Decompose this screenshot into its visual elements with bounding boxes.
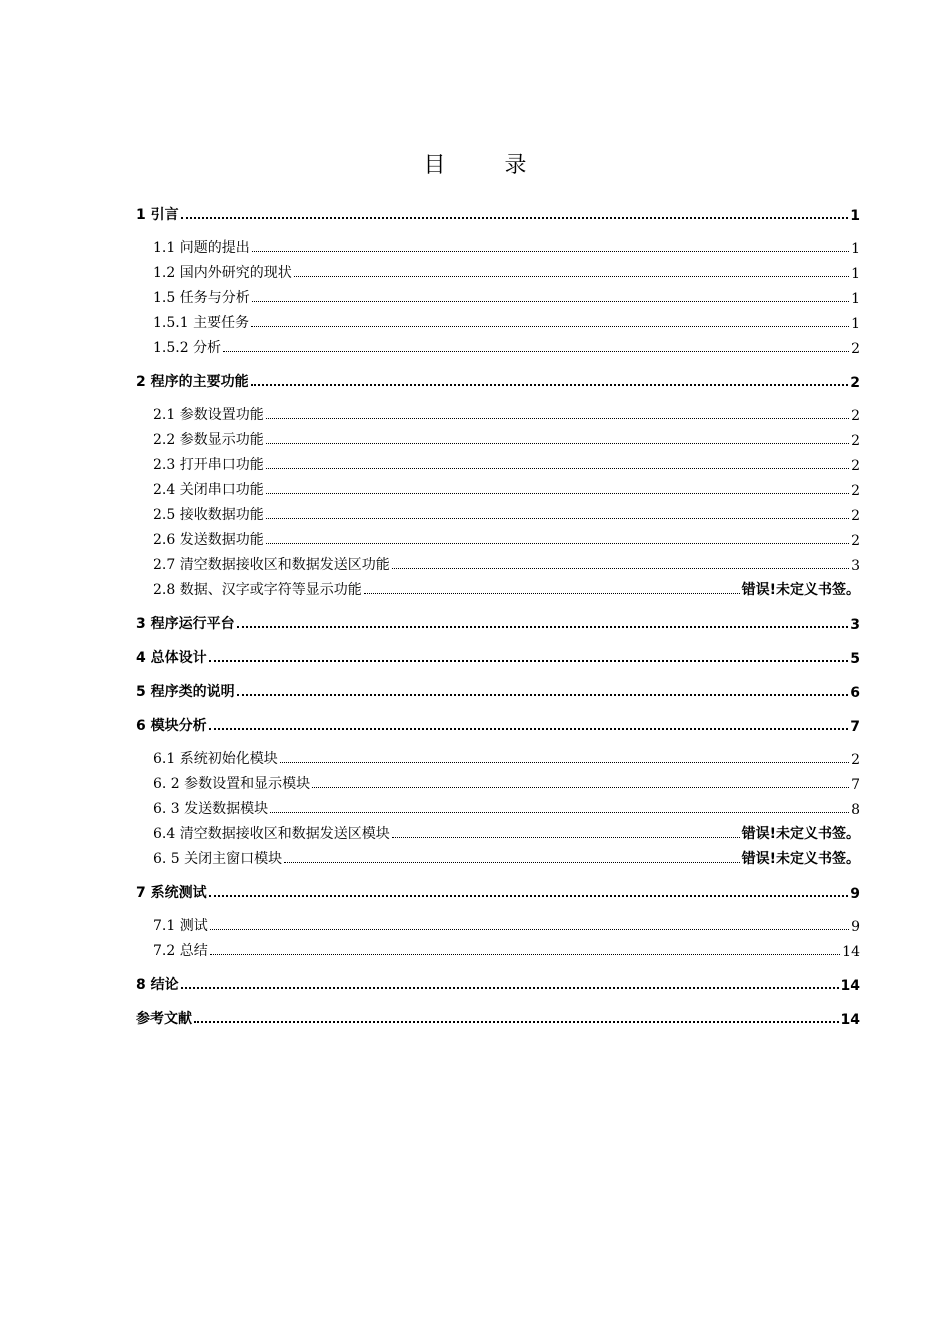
toc-entry-label: 6. 2 参数设置和显示模块 xyxy=(153,776,311,792)
toc-entry-label: 6. 3 发送数据模块 xyxy=(153,801,269,817)
toc-entry-page-number: 2 xyxy=(851,483,860,499)
toc-dot-leader xyxy=(266,542,849,544)
toc-dot-leader xyxy=(266,492,849,494)
toc-entry-label: 2.8 数据、汉字或字符等显示功能 xyxy=(153,582,362,598)
toc-entry-label: 3 程序运行平台 xyxy=(136,616,235,632)
toc-entry-label: 1.1 问题的提出 xyxy=(153,240,250,256)
toc-entry-section[interactable] xyxy=(136,399,860,424)
toc-entry-label: 2.4 关闭串口功能 xyxy=(153,482,264,498)
toc-dot-leader xyxy=(364,592,740,594)
toc-entry-chapter[interactable] xyxy=(136,197,860,224)
toc-entry-page-number: 14 xyxy=(842,944,860,960)
toc-entry-label: 5 程序类的说明 xyxy=(136,684,235,700)
toc-entry-page-number: 3 xyxy=(850,617,860,633)
toc-entry-label: 6.1 系统初始化模块 xyxy=(153,751,278,767)
toc-entry-label: 6.4 清空数据接收区和数据发送区模块 xyxy=(153,826,390,842)
toc-entry-section[interactable] xyxy=(136,843,860,868)
toc-entry-label: 2.1 参数设置功能 xyxy=(153,407,264,423)
toc-dot-leader xyxy=(270,811,849,813)
toc-entry-page-number: 1 xyxy=(851,266,860,282)
toc-entry-label: 8 结论 xyxy=(136,977,179,993)
toc-entry-section[interactable] xyxy=(136,743,860,768)
toc-entry-page-number: 2 xyxy=(851,408,860,424)
toc-dot-leader xyxy=(209,894,849,897)
toc-entry-page-number: 2 xyxy=(851,433,860,449)
toc-dot-leader xyxy=(237,693,849,696)
toc-entry-page-number: 7 xyxy=(850,719,860,735)
toc-entry-label: 6. 5 关闭主窗口模块 xyxy=(153,851,283,867)
toc-entry-label: 7.1 测试 xyxy=(153,918,208,934)
toc-entry-section[interactable] xyxy=(136,307,860,332)
toc-entry-label: 1.2 国内外研究的现状 xyxy=(153,265,292,281)
toc-entry-section[interactable] xyxy=(136,549,860,574)
toc-entry-chapter[interactable] xyxy=(136,364,860,391)
toc-entry-chapter[interactable] xyxy=(136,640,860,667)
toc-entry-label: 4 总体设计 xyxy=(136,650,207,666)
toc-entry-label: 6 模块分析 xyxy=(136,718,207,734)
toc-entry-page-number: 7 xyxy=(851,777,860,793)
toc-entry-label: 2.7 清空数据接收区和数据发送区功能 xyxy=(153,557,390,573)
toc-entry-label: 1 引言 xyxy=(136,207,179,223)
toc-dot-leader xyxy=(392,567,849,569)
toc-entry-label: 2.2 参数显示功能 xyxy=(153,432,264,448)
toc-entry-page-number: 2 xyxy=(851,752,860,768)
toc-entry-label: 2.3 打开串口功能 xyxy=(153,457,264,473)
toc-dot-leader xyxy=(209,659,849,662)
toc-entry-section[interactable] xyxy=(136,282,860,307)
toc-dot-leader xyxy=(266,442,849,444)
toc-entry-label: 1.5 任务与分析 xyxy=(153,290,250,306)
toc-dot-leader xyxy=(210,953,840,955)
toc-dot-leader xyxy=(237,625,849,628)
toc-entry-page-number: 2 xyxy=(851,458,860,474)
toc-entry-page-number: 8 xyxy=(851,802,860,818)
toc-entry-chapter[interactable] xyxy=(136,674,860,701)
toc-entry-section[interactable] xyxy=(136,818,860,843)
toc-entry-page-number: 1 xyxy=(851,241,860,257)
toc-entry-chapter[interactable] xyxy=(136,606,860,633)
toc-entry-page-number: 5 xyxy=(850,651,860,667)
toc-entry-page-number: 9 xyxy=(850,886,860,902)
toc-entry-section[interactable] xyxy=(136,935,860,960)
toc-entry-label: 2.6 发送数据功能 xyxy=(153,532,264,548)
toc-entry-label: 2.5 接收数据功能 xyxy=(153,507,264,523)
toc-entry-page-number: 2 xyxy=(851,341,860,357)
toc-dot-leader xyxy=(392,836,740,838)
toc-entry-section[interactable] xyxy=(136,232,860,257)
toc-dot-leader xyxy=(294,275,849,277)
toc-entry-label: 7.2 总结 xyxy=(153,943,208,959)
table-of-contents xyxy=(136,197,860,1028)
toc-entry-page-number: 1 xyxy=(851,291,860,307)
toc-dot-leader xyxy=(209,727,849,730)
toc-entry-page-number: 3 xyxy=(851,558,860,574)
toc-dot-leader xyxy=(252,300,849,302)
toc-entry-section[interactable] xyxy=(136,499,860,524)
toc-entry-section[interactable] xyxy=(136,574,860,599)
toc-entry-error-text: 错误!未定义书签。 xyxy=(741,582,860,598)
toc-entry-label: 1.5.2 分析 xyxy=(153,340,222,356)
toc-entry-label: 2 程序的主要功能 xyxy=(136,374,249,390)
toc-dot-leader xyxy=(251,383,849,386)
toc-dot-leader xyxy=(280,761,849,763)
toc-dot-leader xyxy=(266,417,849,419)
toc-entry-section[interactable] xyxy=(136,449,860,474)
toc-entry-page-number: 6 xyxy=(850,685,860,701)
toc-entry-chapter[interactable] xyxy=(136,1001,860,1028)
toc-dot-leader xyxy=(266,467,849,469)
toc-dot-leader xyxy=(181,986,839,989)
toc-entry-label: 1.5.1 主要任务 xyxy=(153,315,250,331)
toc-entry-section[interactable] xyxy=(136,474,860,499)
toc-entry-page-number: 1 xyxy=(850,208,860,224)
toc-title: 目 录 xyxy=(423,153,553,178)
toc-entry-error-text: 错误!未定义书签。 xyxy=(741,826,860,842)
toc-entry-section[interactable] xyxy=(136,793,860,818)
toc-entry-chapter[interactable] xyxy=(136,708,860,735)
toc-dot-leader xyxy=(181,216,849,219)
toc-dot-leader xyxy=(194,1020,839,1023)
toc-entry-label: 7 系统测试 xyxy=(136,885,207,901)
toc-entry-section[interactable] xyxy=(136,424,860,449)
toc-entry-page-number: 2 xyxy=(851,508,860,524)
toc-entry-page-number: 2 xyxy=(851,533,860,549)
toc-entry-section[interactable] xyxy=(136,910,860,935)
toc-dot-leader xyxy=(266,517,849,519)
toc-entry-chapter[interactable] xyxy=(136,875,860,902)
toc-entry-section[interactable] xyxy=(136,768,860,793)
toc-entry-page-number: 1 xyxy=(851,316,860,332)
toc-entry-section[interactable] xyxy=(136,332,860,357)
toc-dot-leader xyxy=(210,928,849,930)
toc-dot-leader xyxy=(252,250,849,252)
toc-entry-label: 参考文献 xyxy=(136,1011,192,1027)
toc-entry-page-number: 2 xyxy=(850,375,860,391)
toc-dot-leader xyxy=(223,350,849,352)
toc-dot-leader xyxy=(312,786,849,788)
toc-entry-section[interactable] xyxy=(136,524,860,549)
toc-entry-page-number: 14 xyxy=(840,1012,860,1028)
toc-entry-section[interactable] xyxy=(136,257,860,282)
toc-dot-leader xyxy=(251,325,849,327)
toc-dot-leader xyxy=(284,861,739,863)
toc-entry-chapter[interactable] xyxy=(136,967,860,994)
toc-entry-error-text: 错误!未定义书签。 xyxy=(741,851,860,867)
toc-entry-page-number: 9 xyxy=(851,919,860,935)
toc-entry-page-number: 14 xyxy=(840,978,860,994)
